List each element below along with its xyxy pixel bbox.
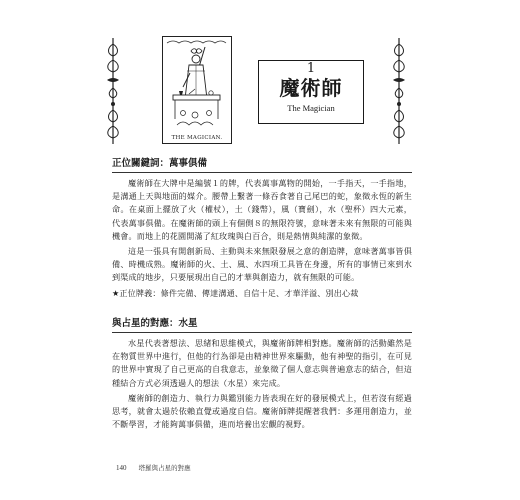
paragraph: 水星代表著想法、思緒和思維模式，與魔術師牌相對應。魔術師的活動雖然是在物質世界中進行，但他的行為卻是由精神世界來驅動，他有神聖的指引，在可見的世界中實現了自己更高的自我意志，並象徵了個人意志與普遍意志的結合，但這種結合方式必須透過人的想法（水星）來完成。 <box>112 338 412 388</box>
page-footer <box>116 463 191 472</box>
card-number: 1 <box>306 61 316 76</box>
card-name-chinese: 魔術師 <box>279 76 343 100</box>
paragraph: 魔術師的創造力、執行力與鑑別能力皆表現在好的發展模式上，但若沒有經過思考，就會太過於依賴直覺或過度自信。魔術師牌提醒著我們：多運用創造力，並不斷學習，才能夠萬事俱備，進而培養出宏觀的視野。 <box>112 392 412 430</box>
book-title: 塔羅與占星的對應 <box>138 464 191 472</box>
paragraph: 這是一張具有開創新局、主動與未來無限發展之意的創造牌，意味著萬事皆俱備、時機成熟。魔術師的火、土、風、水四項工具皆在身邊，所有的事情已來到水到渠成的地步，只要展現出自己的才華與創造力，就有無限的可能。 <box>112 246 412 283</box>
card-caption: THE MAGICIAN. <box>171 135 223 141</box>
section-divider <box>112 332 412 333</box>
section-divider <box>112 172 412 173</box>
paragraph: 魔術師在大牌中是編號１的牌，代表萬事萬物的開始，一手指天，一手指地，是溝通上天與地面的媒介。腰帶上繫著一條吞食著自己尾巴的蛇，象徵永恆的新生命。在桌面上擺放了火（權杖），土（錢幣），風（寶劍），水（聖杯）四大元素，代表萬事俱備。在魔術師的頭上有個側８的無限符號，意味著未來有無限的可能與機會。而地上的花園開滿了紅玫瑰與白百合，則是熱情與純潔的象徵。 <box>112 178 412 241</box>
card-name-english: The Magician <box>287 103 335 113</box>
section-title: 正位關鍵詞：萬事俱備 <box>112 158 208 169</box>
section-upright-keywords <box>112 158 412 302</box>
right-ornament-icon <box>389 36 409 146</box>
upright-meaning-list: ★正位牌義：條件完備、傳達溝通、自信十足、才華洋溢、別出心裁 <box>112 287 359 298</box>
magician-figure-icon <box>163 37 230 133</box>
page-number: 140 <box>116 464 127 472</box>
magician-card-illustration <box>162 36 232 144</box>
card-title-box <box>258 60 364 124</box>
section-title: 與占星的對應：水星 <box>112 318 198 329</box>
left-ornament-icon <box>103 36 123 146</box>
section-astrology-correspondence <box>112 318 412 433</box>
